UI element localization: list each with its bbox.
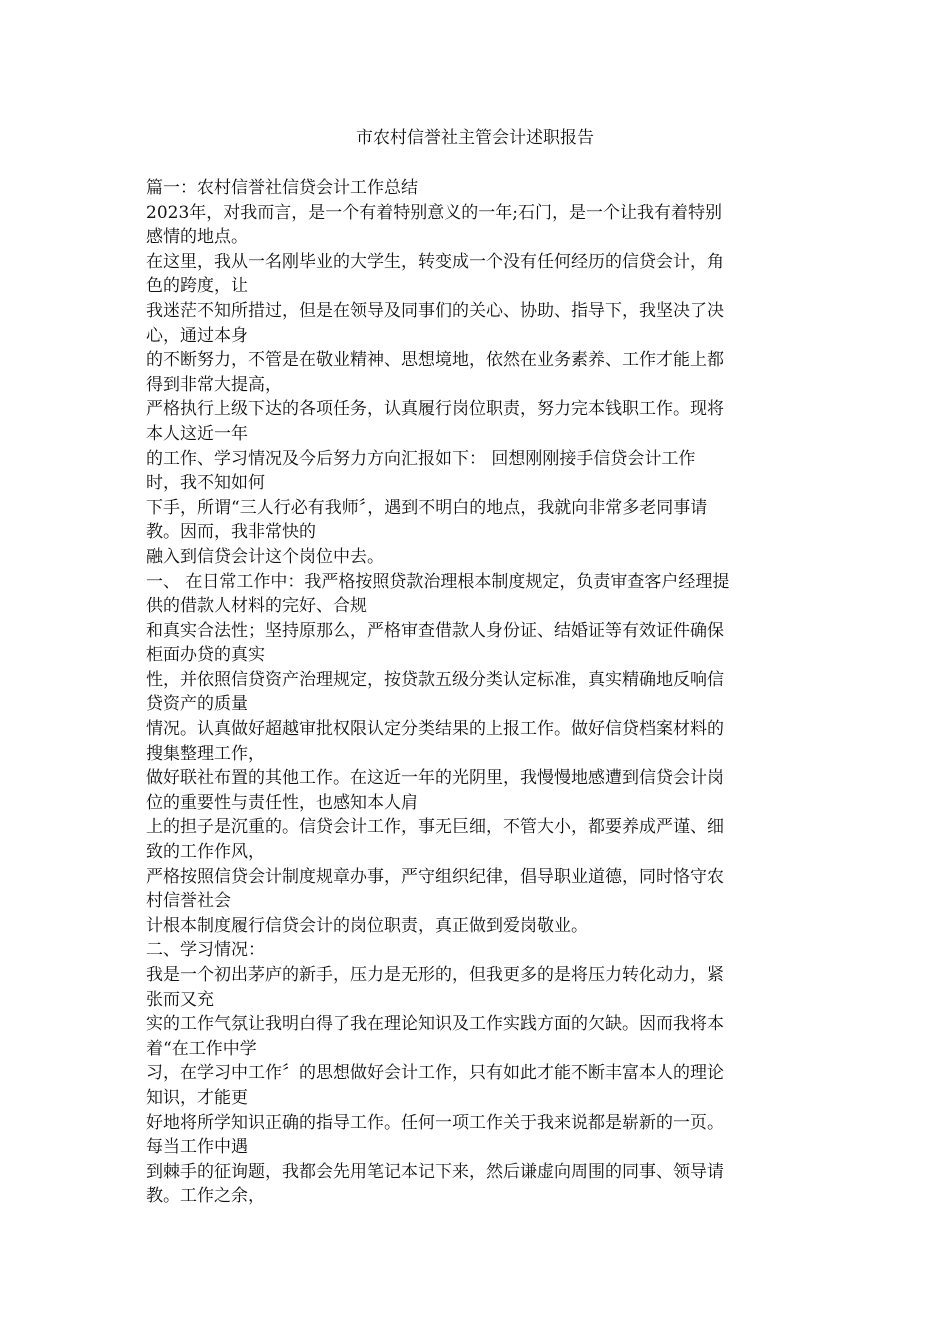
document-body bbox=[146, 176, 806, 1209]
text-line: 致的工作作风， bbox=[146, 842, 265, 863]
text-line: 教。工作之余， bbox=[146, 1186, 265, 1207]
text-line: 我迷茫不知所措过，但是在领导及同事们的关心、协助、指导下，我坚决了决 bbox=[146, 300, 724, 321]
text-line: 得到非常大提高， bbox=[146, 374, 282, 395]
text-line: 每当工作中遇 bbox=[146, 1137, 248, 1158]
text-line: 篇一：农村信誉社信贷会计工作总结 bbox=[146, 178, 418, 198]
text-line: 教。因而，我非常快的 bbox=[146, 522, 316, 543]
text-line: 好地将所学知识正确的指导工作。任何一项工作关于我来说都是崭新的一页。 bbox=[146, 1112, 724, 1133]
text-line: 在这里，我从一名刚毕业的大学生，转变成一个没有任何经历的信贷会计，角 bbox=[146, 251, 724, 272]
text-line: 融入到信贷会计这个岗位中去。 bbox=[146, 546, 384, 567]
text-line: 着“在工作中学 bbox=[146, 1038, 257, 1059]
text-line: 村信誉社会 bbox=[146, 891, 231, 912]
text-line: 的不断努力，不管是在敬业精神、思想境地，依然在业务素养、工作才能上都 bbox=[146, 350, 724, 371]
text-line: 贷资产的质量 bbox=[146, 694, 248, 715]
text-line: 搜集整理工作， bbox=[146, 743, 265, 764]
text-line: 色的跨度，让 bbox=[146, 276, 248, 297]
text-line: 本人这近一年 bbox=[146, 423, 248, 444]
text-line: 一、 在日常工作中：我严格按照贷款治理根本制度规定，负责审查客户经理提 bbox=[146, 571, 730, 592]
text-line: 计根本制度履行信贷会计的岗位职责，真正做到爱岗敬业。 bbox=[146, 915, 588, 936]
text-line: 的工作、学习情况及今后努力方向汇报如下： 回想刚刚接手信贷会计工作 bbox=[146, 448, 696, 469]
text-line: 上的担子是沉重的。信贷会计工作，事无巨细，不管大小，都要养成严谨、细 bbox=[146, 817, 724, 838]
text-line: 做好联社布置的其他工作。在这近一年的光阴里，我慢慢地感遭到信贷会计岗 bbox=[146, 768, 724, 789]
text-line: 二、学习情况： bbox=[146, 940, 265, 961]
page-title: 市农村信誉社主管会计述职报告 bbox=[356, 128, 594, 148]
text-line: 我是一个初出茅庐的新手，压力是无形的，但我更多的是将压力转化动力，紧 bbox=[146, 965, 724, 985]
text-line: 知识，才能更 bbox=[146, 1087, 248, 1108]
text-line: 习，在学习中工作〞的思想做好会计工作，只有如此才能不断丰富本人的理论 bbox=[146, 1063, 724, 1084]
text-line: 供的借款人材料的完好、合规 bbox=[146, 596, 367, 617]
text-line: 严格执行上级下达的各项任务，认真履行岗位职责，努力完本钱职工作。现将 bbox=[146, 399, 724, 420]
text-line: 柜面办贷的真实 bbox=[146, 645, 265, 666]
text-line: 和真实合法性；坚持原那么，严格审查借款人身份证、结婚证等有效证件确保 bbox=[146, 620, 724, 641]
text-line: 下手，所谓“三人行必有我师〞，遇到不明白的地点，我就向非常多老同事请 bbox=[146, 497, 708, 518]
text-line: 心，通过本身 bbox=[146, 325, 248, 346]
text-line: 性，并依照信贷资产治理规定，按贷款五级分类认定标准，真实精确地反响信 bbox=[146, 669, 724, 690]
text-line: 感情的地点。 bbox=[146, 227, 248, 248]
text-line: 到棘手的征询题，我都会先用笔记本记下来，然后谦虚向周围的同事、领导请 bbox=[146, 1161, 724, 1182]
text-line: 时，我不知如何 bbox=[146, 473, 265, 494]
text-line: 张而又充 bbox=[146, 989, 214, 1010]
text-line: 实的工作气氛让我明白得了我在理论知识及工作实践方面的欠缺。因而我将本 bbox=[146, 1014, 724, 1035]
text-line: 2023年，对我而言，是一个有着特别意义的一年;石门，是一个让我有着特别 bbox=[146, 202, 722, 223]
text-line: 情况。认真做好超越审批权限认定分类结果的上报工作。做好信贷档案材料的 bbox=[146, 719, 724, 740]
text-line: 严格按照信贷会计制度规章办事，严守组织纪律，倡导职业道德，同时恪守农 bbox=[146, 866, 724, 887]
text-line: 位的重要性与责任性，也感知本人肩 bbox=[146, 792, 418, 813]
